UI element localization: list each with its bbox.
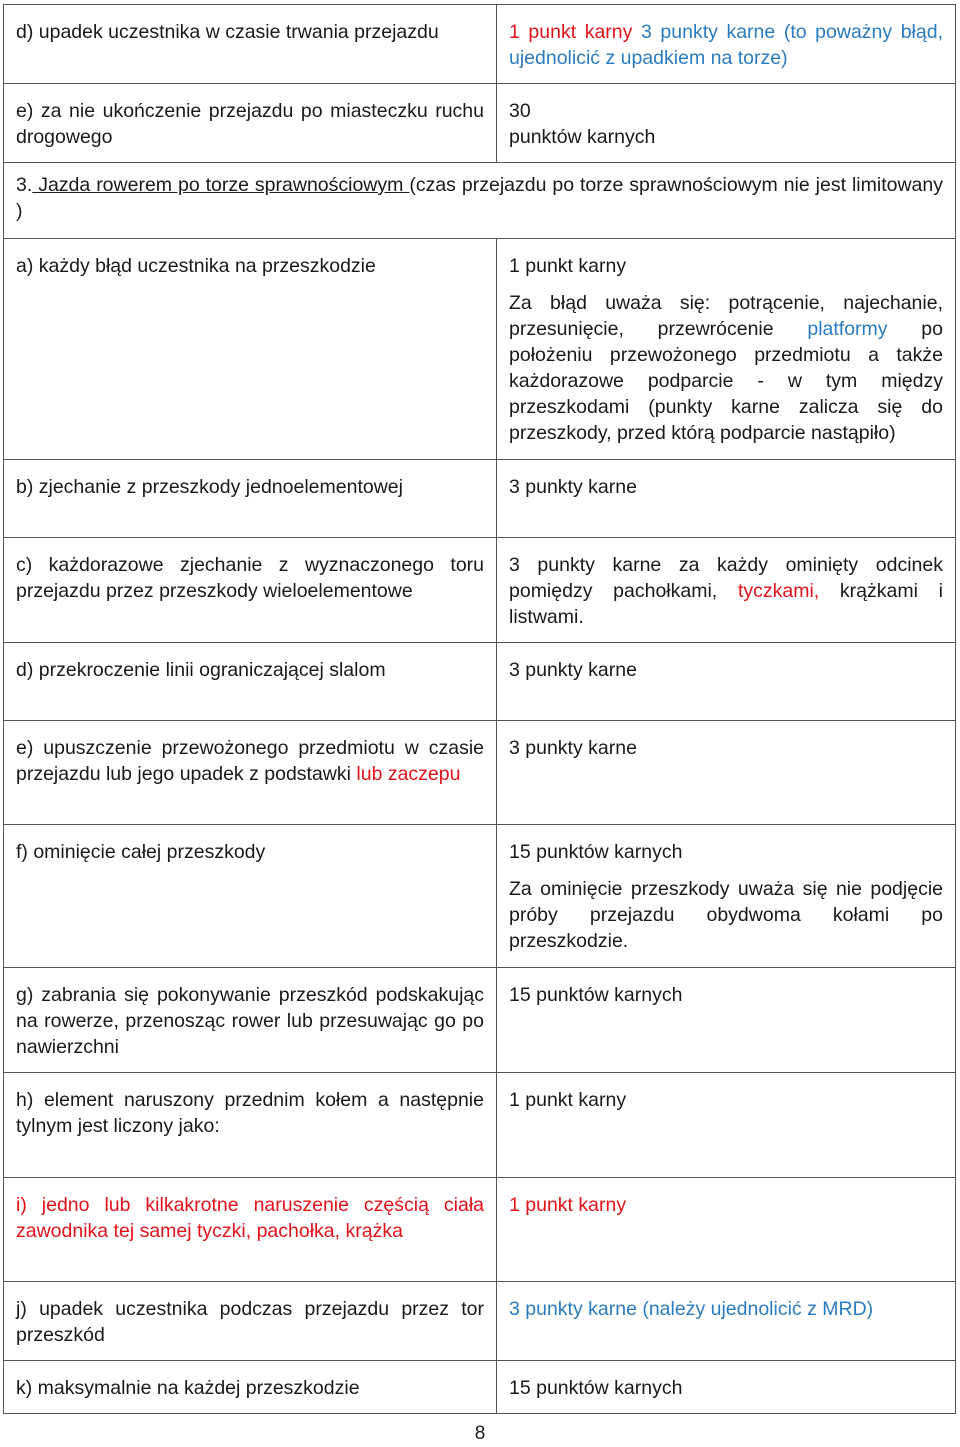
rule-text: g) zabrania się pokonywanie przeszkód podskakując na rowerze, przenosząc rower lub przesuwając go po nawierzchni — [16, 984, 484, 1058]
penalty-text: 15 punktów karnych — [509, 841, 683, 863]
table-row — [4, 1361, 956, 1414]
rule-text: k) maksymalnie na każdej przeszkodzie — [16, 1377, 360, 1399]
rule-cell — [4, 1361, 497, 1414]
penalty-cell — [497, 643, 956, 721]
penalty-unit: punktów karnych — [509, 126, 656, 148]
rule-text: b) zjechanie z przeszkody jednoelementowej — [16, 476, 403, 498]
penalty-table-top — [3, 4, 956, 163]
table-row — [4, 721, 956, 825]
penalty-text: 3 punkty karne — [509, 476, 637, 498]
table-row — [4, 1282, 956, 1361]
highlighted-term: tyczkami, — [737, 580, 820, 602]
rule-cell — [4, 643, 497, 721]
rule-text: c) każdorazowe zjechanie z wyznaczonego toru przejazdu przez przeszkody wieloelementowe — [16, 554, 484, 602]
penalty-number: 30 — [509, 100, 531, 122]
highlighted-term: platformy — [807, 318, 888, 340]
rule-cell: e) upuszczenie przewożonego przedmiotu w czasie przejazdu lub jego upadek z podstawki lub zaczepu — [4, 721, 497, 825]
penalty-cell — [497, 1282, 956, 1361]
rule-text: a) każdy błąd uczestnika na przeszkodzie — [16, 255, 376, 277]
rule-cell — [4, 825, 497, 968]
rule-text: d) upadek uczestnika w czasie trwania przejazdu — [16, 21, 439, 43]
table-row — [4, 538, 956, 643]
page-number: 8 — [474, 1423, 486, 1444]
table-row — [4, 1073, 956, 1178]
rule-cell — [4, 1073, 497, 1178]
penalty-cell — [497, 1073, 956, 1178]
penalty-cell — [497, 5, 956, 84]
penalty-text: 3 punkty karne (należy ujednolicić z MRD) — [509, 1298, 874, 1320]
table-row — [4, 460, 956, 538]
penalty-table — [3, 238, 956, 1414]
rule-cell — [4, 460, 497, 538]
penalty-cell — [497, 968, 956, 1073]
table-row — [4, 968, 956, 1073]
penalty-cell — [497, 721, 956, 825]
penalty-comment: 3 punkty karne (to poważny błąd, ujednolicić z upadkiem na torze) — [509, 21, 943, 69]
penalty-cell — [497, 460, 956, 538]
rule-text: f) ominięcie całej przeszkody — [16, 841, 266, 863]
rule-cell — [4, 239, 497, 460]
table-row — [4, 643, 956, 721]
penalty-note: Za ominięcie przeszkody uważa się nie podjęcie próby przejazdu obydwoma kołami po przeszkodzie. — [509, 878, 943, 952]
rule-text: d) przekroczenie linii ograniczającej slalom — [16, 659, 386, 681]
section-number: 3. — [16, 174, 33, 196]
table-row — [4, 825, 956, 968]
penalty-text: 1 punkt karny — [509, 1194, 627, 1216]
table-row — [4, 239, 956, 460]
penalty-note: Za błąd uważa się: potrącenie, najechanie, przesunięcie, przewrócenie platformy po położeniu przewożonego przedmiotu a także każdorazowe podparcie - w tym między przeszkodami (punkty karne zalicza się do przeszkody, przed którą podparcie nastąpiło) — [509, 292, 943, 444]
penalty-text: 15 punktów karnych — [509, 1377, 683, 1399]
rule-cell — [4, 84, 497, 163]
penalty-text: 15 punktów karnych — [509, 984, 683, 1006]
penalty-cell — [497, 239, 956, 460]
penalty-cell — [497, 1361, 956, 1414]
section-title: Jazda rowerem po torze sprawnościowym — [32, 174, 410, 196]
penalty-cell — [497, 1178, 956, 1282]
rule-cell — [4, 538, 497, 643]
section-heading — [3, 158, 956, 238]
table-row — [4, 1178, 956, 1282]
penalty-cell — [497, 84, 956, 163]
rule-cell — [4, 1282, 497, 1361]
rule-text: h) element naruszony przednim kołem a następnie tylnym jest liczony jako: — [16, 1089, 484, 1137]
highlighted-term: lub zaczepu — [356, 763, 461, 785]
penalty-text: 3 punkty karne — [509, 659, 637, 681]
rule-text: j) upadek uczestnika podczas przejazdu przez tor przeszkód — [16, 1298, 484, 1346]
rule-cell — [4, 5, 497, 84]
rule-cell — [4, 1178, 497, 1282]
penalty-text: 1 punkt karny — [509, 255, 627, 277]
section-note: (czas przejazdu po torze sprawnościowym nie jest limitowany ) — [16, 174, 944, 222]
rule-text: e) za nie ukończenie przejazdu po miasteczku ruchu drogowego — [16, 100, 484, 148]
penalty-cell: 3 punkty karne za każdy ominięty odcinek pomiędzy pachołkami, tyczkami, krążkami i listwami. — [497, 538, 956, 643]
penalty-text: 1 punkt karny — [509, 1089, 627, 1111]
penalty-text: 3 punkty karne — [509, 737, 637, 759]
penalty-cell — [497, 825, 956, 968]
table-row — [4, 84, 956, 163]
penalty-text: 1 punkt karny — [509, 21, 633, 43]
rule-cell — [4, 968, 497, 1073]
rule-text: i) jedno lub kilkakrotne naruszenie częścią ciała zawodnika tej samej tyczki, pachołka, krążka — [16, 1194, 484, 1242]
table-row — [4, 5, 956, 84]
